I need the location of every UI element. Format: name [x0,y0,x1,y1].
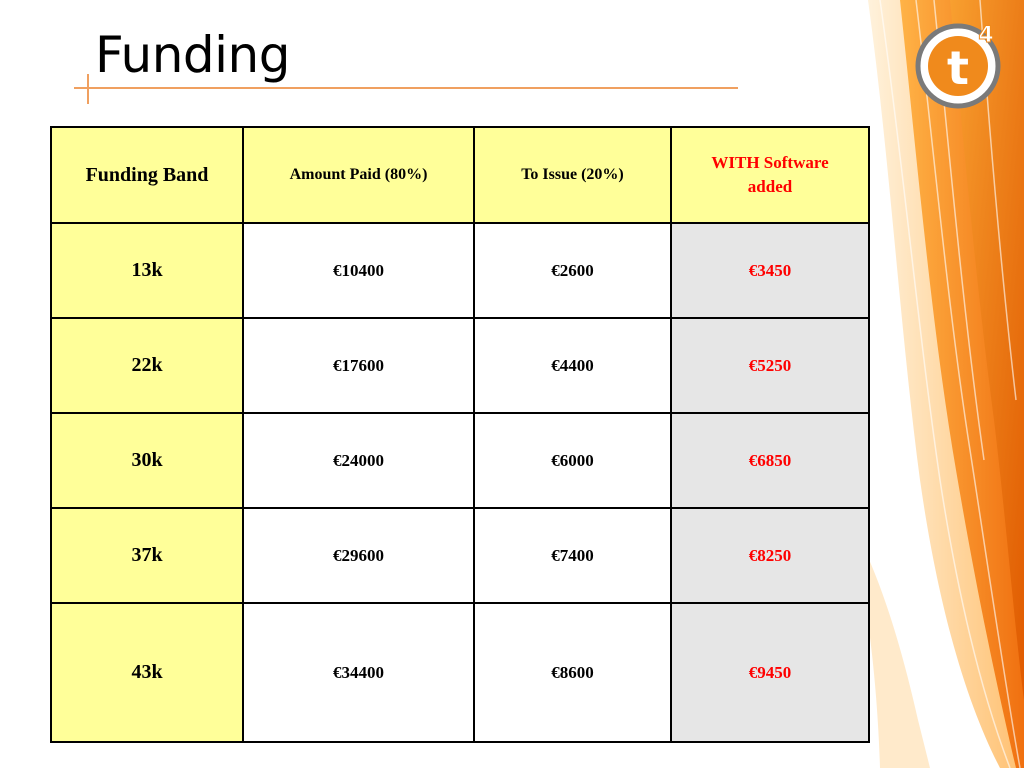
amount-paid-cell: €24000 [243,413,474,508]
header-funding-band: Funding Band [51,127,243,223]
table-row [51,223,869,318]
orange-wave-decoration [860,0,1024,768]
logo-superscript: 4 [978,23,994,48]
band-cell: 13k [51,223,243,318]
band-cell: 37k [51,508,243,603]
logo-letter: t [947,41,969,95]
header-to-issue: To Issue (20%) [474,127,671,223]
header-with-software-line2: added [747,177,793,196]
to-issue-cell: €6000 [474,413,671,508]
to-issue-cell: €7400 [474,508,671,603]
to-issue-cell: €4400 [474,318,671,413]
amount-paid-cell: €34400 [243,603,474,742]
table-row [51,508,869,603]
with-software-cell: €3450 [671,223,869,318]
table-row [51,603,869,742]
to-issue-cell: €8600 [474,603,671,742]
amount-paid-cell: €29600 [243,508,474,603]
table-row [51,413,869,508]
header-amount-paid: Amount Paid (80%) [243,127,474,223]
with-software-cell: €5250 [671,318,869,413]
to-issue-cell: €2600 [474,223,671,318]
band-cell: 43k [51,603,243,742]
table-header-row [51,127,869,223]
with-software-cell: €6850 [671,413,869,508]
header-with-software-line1: WITH Software [711,153,829,172]
band-cell: 22k [51,318,243,413]
title-tick-mark [87,74,89,104]
amount-paid-cell: €10400 [243,223,474,318]
header-with-software [671,127,869,223]
t4-logo-icon [914,18,1006,110]
with-software-cell: €8250 [671,508,869,603]
band-cell: 30k [51,413,243,508]
with-software-cell: €9450 [671,603,869,742]
amount-paid-cell: €17600 [243,318,474,413]
page-title: Funding [95,26,290,84]
table-row [51,318,869,413]
funding-table [50,126,870,743]
title-underline [74,87,738,89]
